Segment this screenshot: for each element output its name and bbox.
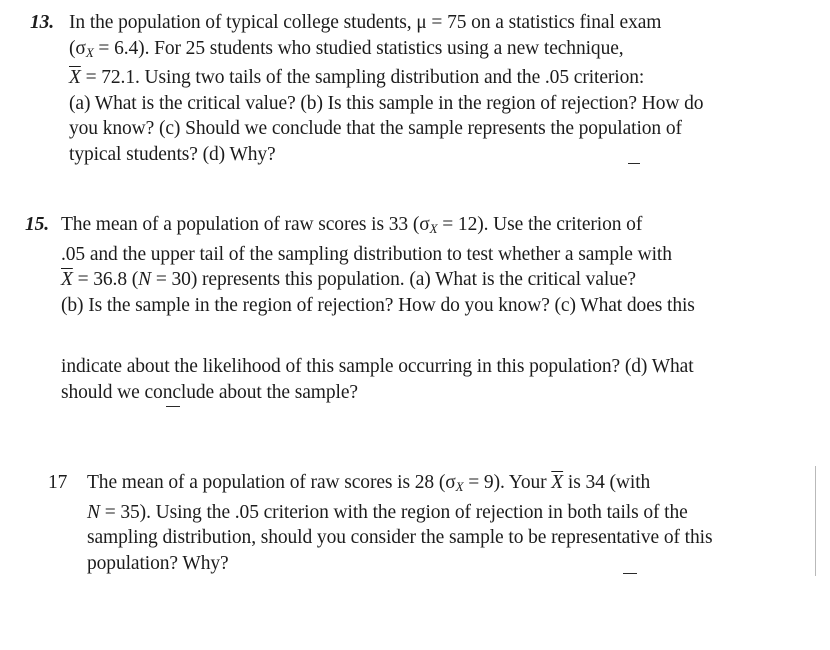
problem-17 (48, 470, 712, 576)
text-line: (b) Is the sample in the region of rejection? How do you know? (c) What does this (61, 294, 695, 316)
stray-mark (628, 163, 640, 164)
problem-text (61, 212, 695, 318)
text-line: you know? (c) Should we conclude that the sample represents the population of (69, 118, 682, 139)
text-line: .05 and the upper tail of the sampling distribution to test whether a sample with (61, 243, 672, 265)
text-line: sampling distribution, should you consider the sample to be representative of this (87, 527, 713, 548)
text-line: $(\sigma_X = 6.4)$. For 25 students who studied statistics using a new technique, (69, 37, 624, 60)
sample-mean-symbol: $\overline{X}$ (69, 67, 81, 88)
stray-mark (166, 406, 180, 407)
page-edge-line (815, 466, 816, 576)
problem-text (87, 470, 712, 576)
problem-13 (30, 10, 703, 167)
text-line: typical students? (d) Why? (69, 143, 276, 165)
text-line: The mean of a population of raw scores is 33 $(\sigma_X = 12)$. Use the criterion of (61, 214, 643, 236)
text-line: should we conclude about the sample? (61, 381, 358, 403)
sample-mean-symbol: $\overline{X}$ (551, 472, 564, 493)
problem-text (69, 10, 703, 167)
problem-15-continued (61, 354, 694, 405)
text-line: (a) What is the critical value? (b) Is this sample in the region of rejection? How do (69, 92, 704, 114)
text-line: $\overline{X} = 72.1$. Using two tails of the sampling distribution and the .05 criterion: (69, 67, 645, 88)
text-line: In the population of typical college students, μ = 75 on a statistics final exam (69, 12, 662, 33)
problem-number: 15. (25, 214, 50, 235)
problem-15 (25, 212, 695, 318)
text-line: population? Why? (87, 552, 229, 574)
text-line: The mean of a population of raw scores is 28 $(\sigma_X = 9)$. Your $\overline{X}$ is 34 (with (87, 472, 651, 494)
stray-mark (623, 573, 637, 574)
text-line: $\overline{X} = 36.8$ (N = 30) represents this population. (a) What is the critical value? (61, 269, 636, 290)
problem-number: 17 (48, 472, 68, 493)
text-line: indicate about the likelihood of this sample occurring in this population? (d) What (61, 356, 694, 377)
text-line: N = 35). Using the .05 criterion with the region of rejection in both tails of the (87, 501, 688, 523)
problem-number: 13. (30, 12, 55, 33)
sample-mean-symbol: $\overline{X}$ (61, 269, 73, 290)
